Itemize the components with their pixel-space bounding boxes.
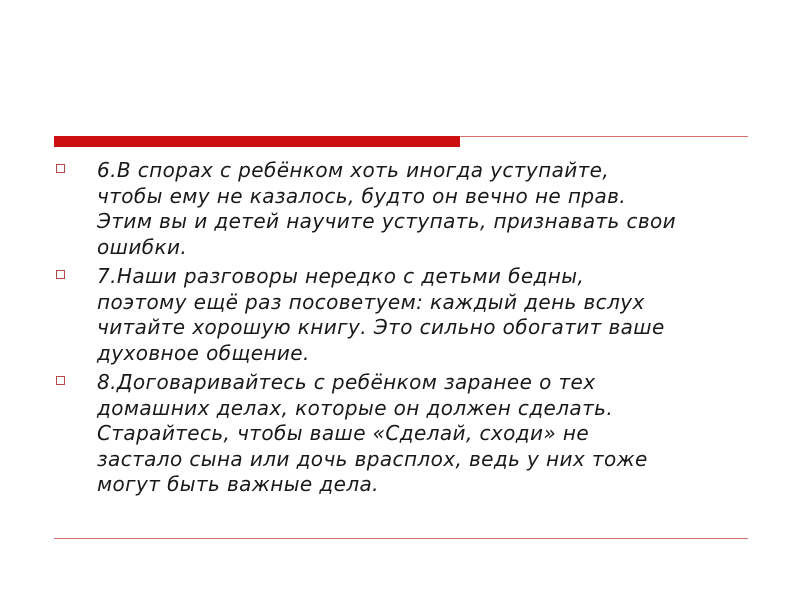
list-item-text: 7.Наши разговоры нередко с детьми бедны, поэтому ещё раз посоветуем: каждый день вслух читайте хорошую книгу. Это сильно обогатит ваше духовное общение. bbox=[97, 264, 665, 365]
list-item bbox=[54, 264, 754, 366]
list-item bbox=[54, 370, 754, 498]
list-item bbox=[54, 158, 754, 260]
bullet-list bbox=[54, 158, 754, 502]
title-divider bbox=[54, 136, 748, 148]
list-item-text: 6.В спорах с ребёнком хоть иногда уступайте, чтобы ему не казалось, будто он вечно не прав. Этим вы и детей научите уступать, признавать свои ошибки. bbox=[97, 158, 677, 259]
square-bullet-icon bbox=[56, 376, 65, 385]
title-divider-accent-bar bbox=[54, 136, 460, 147]
footer-divider bbox=[54, 538, 748, 539]
list-item-text: 8.Договаривайтесь с ребёнком заранее о тех домашних делах, которые он должен сделать. Старайтесь, чтобы ваше «Сделай, сходи» не застало сына или дочь врасплох, ведь у них тоже могут быть важные дела. bbox=[97, 370, 648, 496]
title-divider-thin-line bbox=[460, 136, 748, 137]
square-bullet-icon bbox=[56, 270, 65, 279]
square-bullet-icon bbox=[56, 164, 65, 173]
